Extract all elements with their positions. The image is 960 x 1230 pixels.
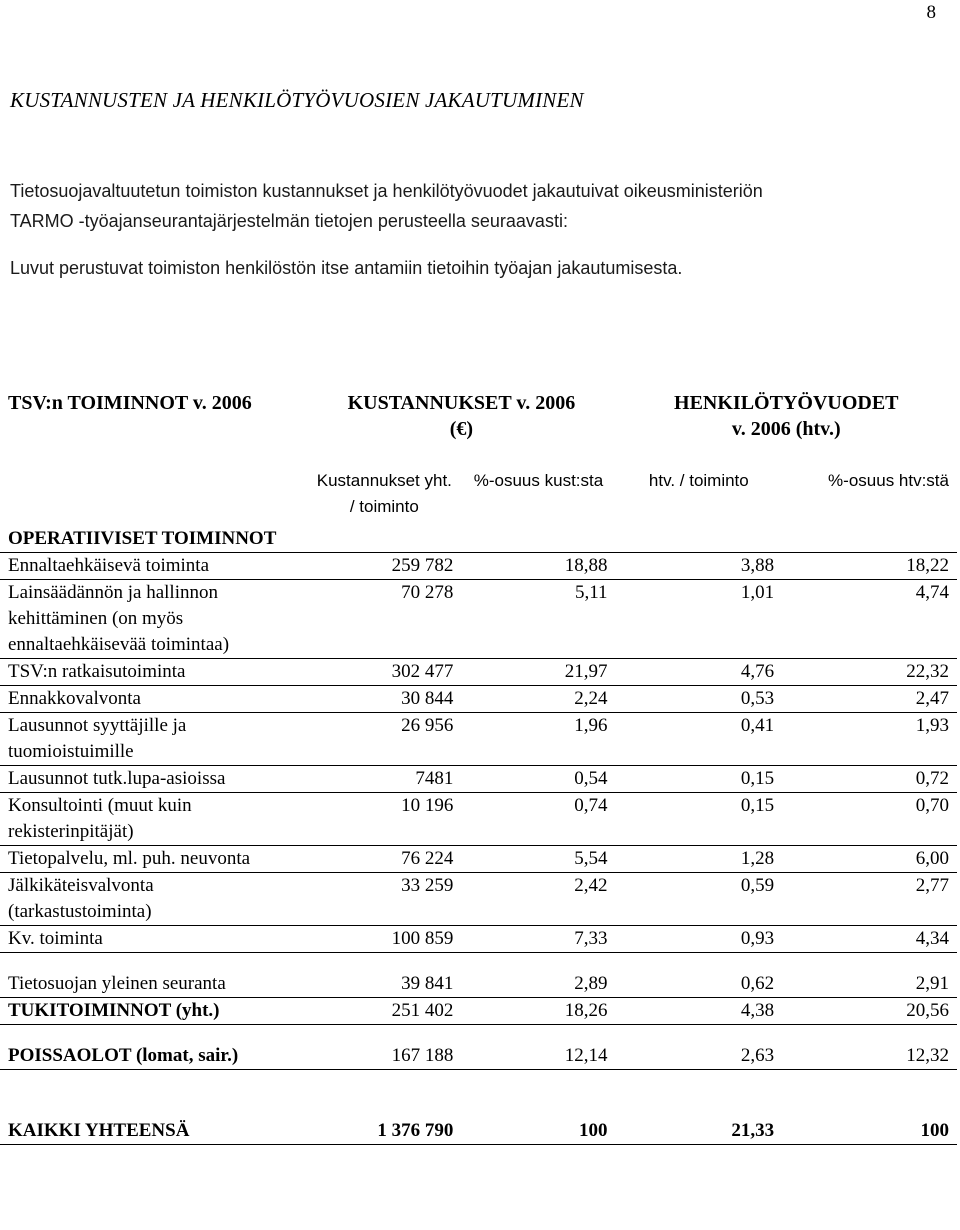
row-htv-pct: 18,22	[782, 553, 957, 580]
row-cost-pct: 1,96	[461, 713, 615, 766]
row-htv-pct: 12,32	[782, 1043, 957, 1070]
row-htv: 0,53	[616, 686, 783, 713]
costs-column-header: Kustannukset yht. / toiminto	[307, 468, 461, 553]
row-cost: 76 224	[307, 846, 461, 873]
row-htv-pct: 2,91	[782, 971, 957, 998]
operative-header: OPERATIIVISET TOIMINNOT	[0, 468, 307, 553]
row-name: Lausunnot tutk.lupa-asioissa	[0, 766, 307, 793]
row-htv-pct: 0,72	[782, 766, 957, 793]
person-years-header-line2: v. 2006 (htv.)	[731, 418, 841, 440]
row-cost: 167 188	[307, 1043, 461, 1070]
row-htv: 0,59	[616, 873, 783, 926]
row-htv: 3,88	[616, 553, 783, 580]
row-cost: 39 841	[307, 971, 461, 998]
intro-note: Luvut perustuvat toimiston henkilöstön itse antamiin tietoihin työajan jakautumisesta.	[10, 258, 683, 278]
row-htv-pct: 4,34	[782, 926, 957, 953]
row-htv-pct: 4,74	[782, 580, 957, 659]
row-name: Konsultointi (muut kuin rekisterinpitäjät)	[0, 793, 307, 846]
row-name: Lausunnot syyttäjille ja tuomioistuimille	[0, 713, 307, 766]
grand-total-row	[0, 1118, 957, 1145]
table-row	[0, 553, 957, 580]
row-htv: 0,15	[616, 793, 783, 846]
row-htv-pct: 20,56	[782, 998, 957, 1025]
row-cost: 26 956	[307, 713, 461, 766]
table-row	[0, 926, 957, 953]
row-name: Tietopalvelu, ml. puh. neuvonta	[0, 846, 307, 873]
row-name: Ennaltaehkäisevä toiminta	[0, 553, 307, 580]
row-cost: 1 376 790	[307, 1118, 461, 1145]
row-cost-pct: 7,33	[461, 926, 615, 953]
row-cost-pct: 5,54	[461, 846, 615, 873]
row-htv: 4,38	[616, 998, 783, 1025]
row-cost-pct: 21,97	[461, 659, 615, 686]
table-row	[0, 846, 957, 873]
table-spacer	[0, 1070, 957, 1119]
intro-text	[10, 176, 950, 283]
row-htv: 0,41	[616, 713, 783, 766]
row-htv: 1,28	[616, 846, 783, 873]
table-row	[0, 686, 957, 713]
table-row	[0, 659, 957, 686]
row-htv: 2,63	[616, 1043, 783, 1070]
table-row	[0, 580, 957, 659]
htv-column-header: htv. / toiminto	[616, 468, 783, 553]
row-htv: 0,15	[616, 766, 783, 793]
row-cost-pct: 2,24	[461, 686, 615, 713]
row-htv-pct: 100	[782, 1118, 957, 1145]
row-cost-pct: 18,88	[461, 553, 615, 580]
row-htv-pct: 2,77	[782, 873, 957, 926]
page-title: KUSTANNUSTEN JA HENKILÖTYÖVUOSIEN JAKAUTUMINEN	[10, 88, 584, 112]
row-name: Ennakkovalvonta	[0, 686, 307, 713]
htv-share-column-header: %-osuus htv:stä	[782, 468, 957, 553]
row-htv: 21,33	[616, 1118, 783, 1145]
row-cost-pct: 2,42	[461, 873, 615, 926]
general-monitoring-row	[0, 971, 957, 998]
row-name: POISSAOLOT (lomat, sair.)	[0, 1043, 307, 1070]
row-cost: 259 782	[307, 553, 461, 580]
costs-header-line1: KUSTANNUKSET v. 2006	[347, 392, 576, 414]
row-cost-pct: 2,89	[461, 971, 615, 998]
row-htv-pct: 2,47	[782, 686, 957, 713]
row-cost-pct: 0,74	[461, 793, 615, 846]
costs-header-line2: (€)	[449, 418, 474, 440]
row-cost: 30 844	[307, 686, 461, 713]
row-name: Tietosuojan yleinen seuranta	[0, 971, 307, 998]
group-header-row	[0, 390, 957, 468]
row-cost-pct: 18,26	[461, 998, 615, 1025]
row-htv-pct: 22,32	[782, 659, 957, 686]
table-spacer	[0, 953, 957, 972]
row-cost: 10 196	[307, 793, 461, 846]
row-cost-pct: 0,54	[461, 766, 615, 793]
row-htv-pct: 0,70	[782, 793, 957, 846]
row-name: TSV:n ratkaisutoiminta	[0, 659, 307, 686]
column-header-row	[0, 468, 957, 553]
row-name: Jälkikäteisvalvonta (tarkastustoiminta)	[0, 873, 307, 926]
cost-table	[0, 390, 957, 1145]
table-row	[0, 713, 957, 766]
table-row	[0, 873, 957, 926]
table-spacer	[0, 1025, 957, 1044]
row-htv: 1,01	[616, 580, 783, 659]
person-years-header	[616, 390, 957, 468]
row-cost-pct: 5,11	[461, 580, 615, 659]
row-htv: 0,93	[616, 926, 783, 953]
row-cost-pct: 12,14	[461, 1043, 615, 1070]
row-cost: 7481	[307, 766, 461, 793]
page-number: 8	[926, 2, 936, 23]
row-htv: 0,62	[616, 971, 783, 998]
absences-row	[0, 1043, 957, 1070]
row-cost: 70 278	[307, 580, 461, 659]
row-cost: 251 402	[307, 998, 461, 1025]
row-cost: 302 477	[307, 659, 461, 686]
row-cost: 33 259	[307, 873, 461, 926]
row-name: KAIKKI YHTEENSÄ	[0, 1118, 307, 1145]
table-row	[0, 793, 957, 846]
row-name: TUKITOIMINNOT (yht.)	[0, 998, 307, 1025]
intro-line-2: TARMO -työajanseurantajärjestelmän tietojen perusteella seuraavasti:	[10, 211, 568, 231]
costs-header	[307, 390, 615, 468]
support-functions-row	[0, 998, 957, 1025]
row-htv: 4,76	[616, 659, 783, 686]
intro-line-1: Tietosuojavaltuutetun toimiston kustannukset ja henkilötyövuodet jakautuivat oikeusministeriön	[10, 181, 763, 201]
table-row	[0, 766, 957, 793]
row-cost-pct: 100	[461, 1118, 615, 1145]
row-name: Kv. toiminta	[0, 926, 307, 953]
row-cost: 100 859	[307, 926, 461, 953]
row-htv-pct: 1,93	[782, 713, 957, 766]
row-htv-pct: 6,00	[782, 846, 957, 873]
cost-share-column-header: %-osuus kust:sta	[461, 468, 615, 553]
row-name: Lainsäädännön ja hallinnon kehittäminen (on myös ennaltaehkäisevää toimintaa)	[0, 580, 307, 659]
activities-header: TSV:n TOIMINNOT v. 2006	[8, 392, 252, 414]
person-years-header-line1: HENKILÖTYÖVUODET	[674, 392, 899, 414]
